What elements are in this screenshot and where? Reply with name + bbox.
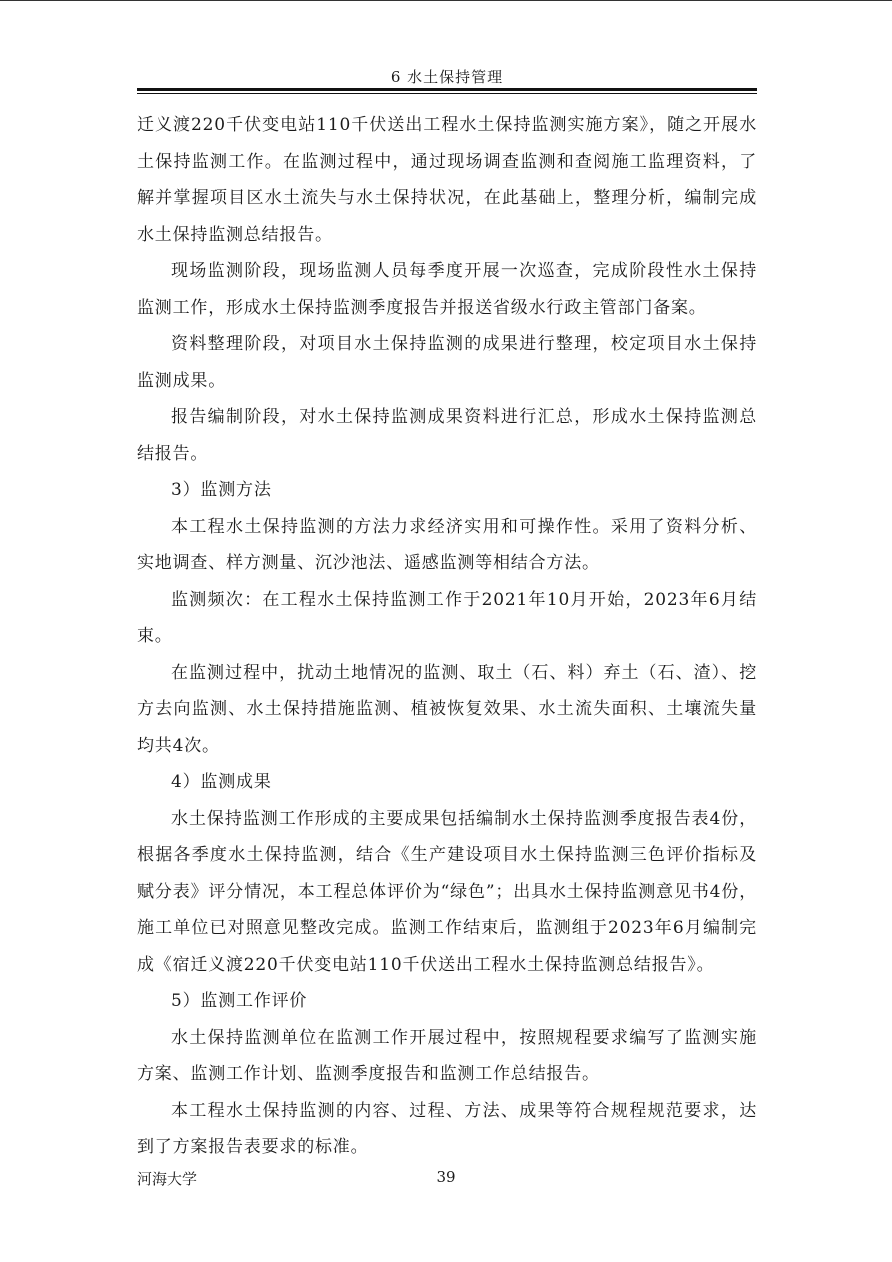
- paragraph-1: 迁义渡220千伏变电站110千伏送出工程水土保持监测实施方案》，随之开展水土保持监测工作。在监测过程中，通过现场调查监测和查阅施工监理资料，了解并掌握项目区水土流失与水土保持状况，在此基础上，整理分析，编制完成水土保持监测总结报告。: [137, 115, 757, 245]
- footer-organization: 河海大学: [137, 1170, 198, 1188]
- paragraph-3: 资料整理阶段，对项目水土保持监测的成果进行整理，校定项目水土保持监测成果。: [137, 334, 757, 391]
- document-body: [137, 107, 757, 1166]
- paragraph-4: 报告编制阶段，对水土保持监测成果资料进行汇总，形成水土保持监测总结报告。: [137, 407, 757, 464]
- paragraph-12: 水土保持监测单位在监测工作开展过程中，按照规程要求编写了监测实施方案、监测工作计划、监测季度报告和监测工作总结报告。: [137, 1027, 757, 1084]
- paragraph-6: 本工程水土保持监测的方法力求经济实用和可操作性。采用了资料分析、实地调查、样方测量、沉沙池法、遥感监测等相结合方法。: [137, 516, 757, 573]
- section-heading-evaluation: 5）监测工作评价: [171, 991, 308, 1011]
- section-heading-results: 4）监测成果: [171, 772, 272, 792]
- page-number: 39: [436, 1168, 456, 1186]
- header-rule-thin: [137, 93, 757, 94]
- header-rule-thick: [137, 88, 757, 91]
- page-top-border: [0, 0, 892, 1]
- running-header: 6 水土保持管理: [390, 68, 504, 86]
- paragraph-8: 在监测过程中，扰动土地情况的监测、取土（石、料）弃土（石、渣）、挖方去向监测、水土保持措施监测、植被恢复效果、水土流失面积、土壤流失量均共4次。: [137, 662, 757, 756]
- paragraph-2: 现场监测阶段，现场监测人员每季度开展一次巡查，完成阶段性水土保持监测工作，形成水土保持监测季度报告并报送省级水行政主管部门备案。: [137, 261, 757, 318]
- paragraph-7: 监测频次：在工程水土保持监测工作于2021年10月开始，2023年6月结束。: [137, 589, 757, 646]
- paragraph-10: 水土保持监测工作形成的主要成果包括编制水土保持监测季度报告表4份，根据各季度水土保持监测，结合《生产建设项目水土保持监测三色评价指标及赋分表》评分情况，本工程总体评价为“绿色”；出具水土保持监测意见书4份，施工单位已对照意见整改完成。监测工作结束后，监测组于2023年6月编制完成《宿迁义渡220千伏变电站110千伏送出工程水土保持监测总结报告》。: [137, 808, 757, 975]
- section-heading-methods: 3）监测方法: [171, 480, 272, 500]
- paragraph-13: 本工程水土保持监测的内容、过程、方法、成果等符合规程规范要求，达到了方案报告表要求的标准。: [137, 1100, 757, 1157]
